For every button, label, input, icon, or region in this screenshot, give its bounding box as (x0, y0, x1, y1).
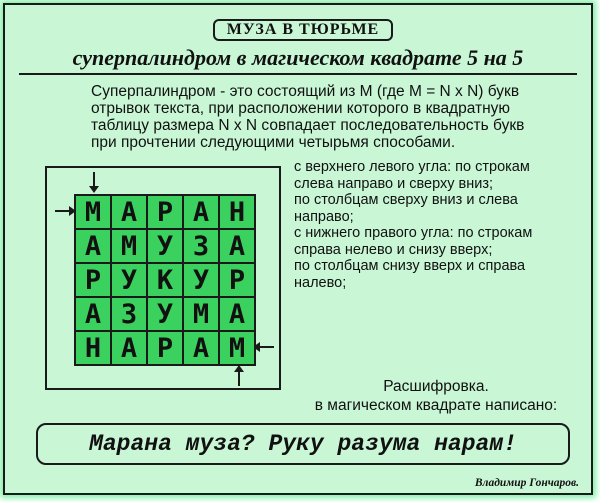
intro-text: Суперпалиндром - это состоящий из M (где M = N x N) букв отрывок текста, при расположении которого в квадратную таблицу размера N x N совпадает последовательность букв при прочтении следующими четырьмя способами. (91, 83, 525, 151)
author-signature: Владимир Гончаров. (474, 477, 579, 489)
square-cell: Н (220, 196, 254, 228)
square-cell: А (184, 196, 218, 228)
square-cell: У (112, 264, 146, 296)
arrow-left-icon (258, 346, 274, 348)
square-cell: А (76, 298, 110, 330)
page-title: МУЗА В ТЮРЬМЕ (213, 19, 393, 41)
square-cell: А (220, 298, 254, 330)
square-cell: Н (76, 332, 110, 364)
square-cell: З (112, 298, 146, 330)
square-cell: А (76, 230, 110, 262)
square-cell: Р (148, 332, 182, 364)
magic-square-panel (45, 166, 281, 390)
square-cell: А (184, 332, 218, 364)
reading-rules-text: с верхнего левого угла: по строкам слева направо и сверху вниз; по столбцам сверху вниз и слева направо; с нижнего правого угла: по строкам справа нелево и снизу вверх; по столбцам снизу вверх и справа налево; (294, 159, 533, 291)
square-cell: Р (220, 264, 254, 296)
square-cell: У (184, 264, 218, 296)
square-cell: У (148, 230, 182, 262)
decode-label: Расшифровка. в магическом квадрате написано: (314, 378, 558, 414)
magic-square-grid (74, 194, 256, 366)
square-cell: Р (148, 196, 182, 228)
square-cell: М (76, 196, 110, 228)
square-cell: М (220, 332, 254, 364)
square-cell: А (220, 230, 254, 262)
page-subtitle: суперпалиндром в магическом квадрате 5 на 5 (72, 45, 524, 70)
subtitle-underline (19, 73, 577, 75)
square-cell: А (112, 332, 146, 364)
arrow-right-icon (55, 210, 71, 212)
decoded-answer: Марана муза? Руку разума нарам! (36, 423, 570, 465)
arrow-up-icon (238, 370, 240, 386)
square-cell: М (112, 230, 146, 262)
poster (3, 3, 593, 495)
square-cell: К (148, 264, 182, 296)
arrow-down-icon (93, 172, 95, 188)
square-cell: Р (76, 264, 110, 296)
square-cell: У (148, 298, 182, 330)
square-cell: А (112, 196, 146, 228)
square-cell: З (184, 230, 218, 262)
square-cell: М (184, 298, 218, 330)
